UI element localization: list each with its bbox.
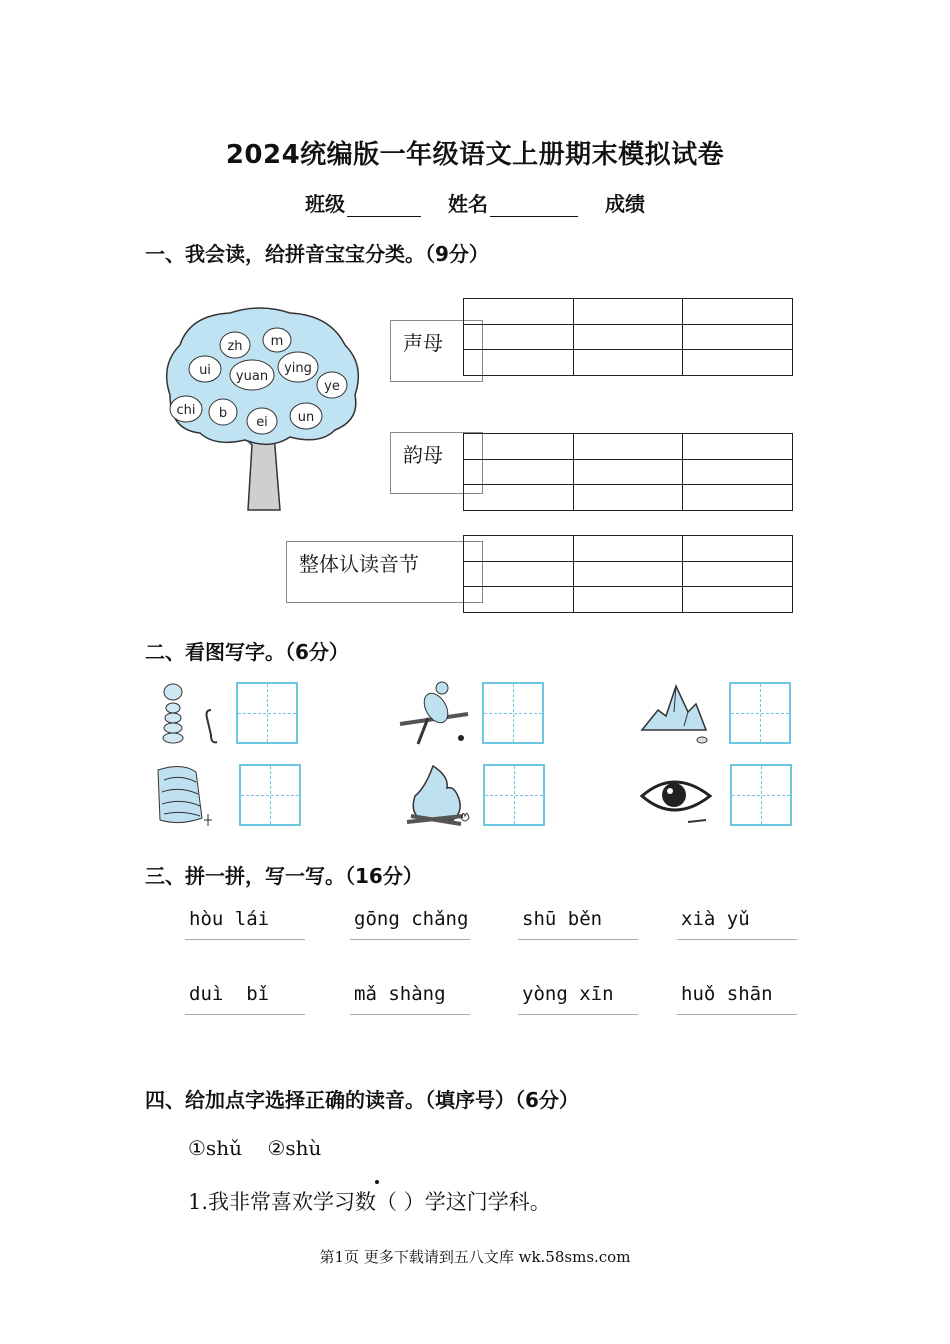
pinyin-item[interactable]: duì bǐ bbox=[185, 983, 305, 1015]
bird-picture bbox=[398, 678, 473, 748]
emphasis-dot bbox=[375, 1180, 379, 1184]
syllable-text: zh bbox=[227, 339, 243, 354]
page-title: 2024统编版一年级语文上册期末模拟试卷 bbox=[225, 140, 725, 170]
pinyin-tree-illustration bbox=[160, 305, 365, 517]
answer-grid-finals[interactable] bbox=[463, 433, 793, 511]
category-label-finals: 韵母 bbox=[390, 432, 483, 494]
student-info-line bbox=[0, 188, 950, 217]
section-1-heading: 一、我会读，给拼音宝宝分类。（9分） bbox=[145, 242, 489, 266]
fire-picture bbox=[403, 758, 473, 828]
reading-options: ①shǔ ②shù bbox=[188, 1136, 322, 1160]
writing-grid-1[interactable] bbox=[236, 682, 298, 744]
section-4-heading: 四、给加点字选择正确的读音。（填序号）（6分） bbox=[145, 1088, 579, 1112]
question-1: 1.我非常喜欢学习数（ ）学这门学科。 bbox=[188, 1190, 551, 1214]
syllable-text: ye bbox=[324, 379, 340, 394]
pinyin-item[interactable]: hòu lái bbox=[185, 908, 305, 940]
eye-picture bbox=[640, 772, 715, 828]
water-picture bbox=[152, 764, 222, 830]
syllable-text: chi bbox=[176, 403, 196, 418]
pinyin-item[interactable]: huǒ shān bbox=[677, 983, 797, 1015]
pinyin-item[interactable]: gōng chǎng bbox=[350, 908, 470, 940]
category-label-initials: 声母 bbox=[390, 320, 483, 382]
page-footer: 第1页 更多下载请到五八文库 wk.58sms.com bbox=[319, 1248, 631, 1266]
writing-grid-5[interactable] bbox=[483, 764, 545, 826]
writing-grid-6[interactable] bbox=[730, 764, 792, 826]
class-label: 班级 bbox=[305, 192, 346, 216]
insect-picture bbox=[155, 680, 225, 748]
category-label-whole-syllables: 整体认读音节 bbox=[286, 541, 483, 603]
syllable-text: yuan bbox=[235, 369, 269, 384]
syllable-text: m bbox=[270, 334, 284, 349]
answer-grid-whole-syllables[interactable] bbox=[463, 535, 793, 613]
section-2-heading: 二、看图写字。（6分） bbox=[145, 640, 349, 664]
score-label: 成绩 bbox=[604, 192, 645, 216]
pinyin-item[interactable]: yòng xīn bbox=[518, 983, 638, 1015]
name-label: 姓名 bbox=[448, 192, 488, 216]
name-blank[interactable] bbox=[490, 194, 578, 217]
syllable-text: ying bbox=[284, 361, 312, 376]
mountain-picture bbox=[640, 682, 715, 744]
section-3-heading: 三、拼一拼，写一写。（16分） bbox=[145, 864, 423, 888]
writing-grid-2[interactable] bbox=[482, 682, 544, 744]
syllable-text: ui bbox=[199, 363, 211, 378]
pinyin-item[interactable]: shū běn bbox=[518, 908, 638, 940]
writing-grid-3[interactable] bbox=[729, 682, 791, 744]
syllable-text: un bbox=[297, 410, 315, 425]
pinyin-item[interactable]: mǎ shàng bbox=[350, 983, 470, 1015]
syllable-text: b bbox=[218, 406, 228, 421]
answer-grid-initials[interactable] bbox=[463, 298, 793, 376]
class-blank[interactable] bbox=[347, 194, 421, 217]
pinyin-item[interactable]: xià yǔ bbox=[677, 908, 797, 940]
syllable-text: ei bbox=[256, 415, 268, 430]
writing-grid-4[interactable] bbox=[239, 764, 301, 826]
